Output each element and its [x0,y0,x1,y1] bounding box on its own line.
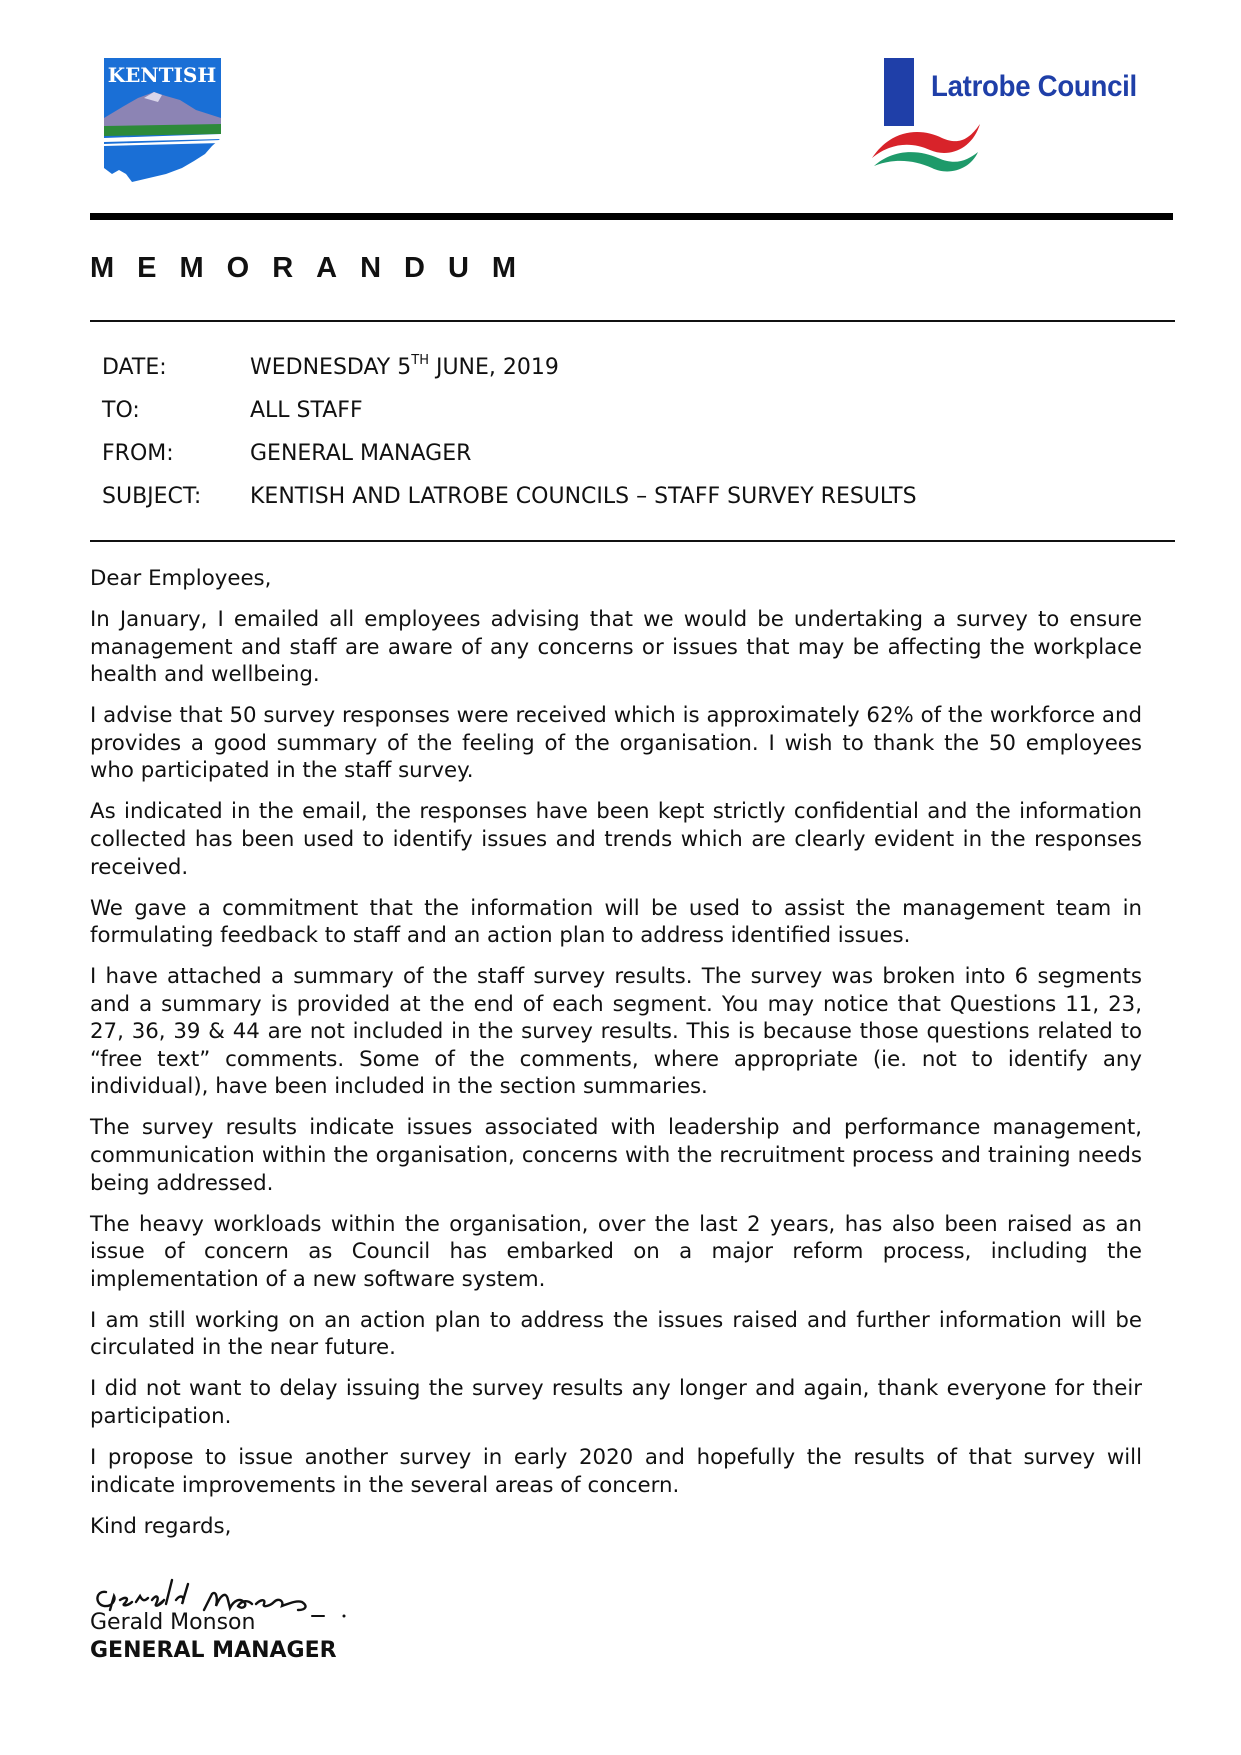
meta-to-row [102,398,363,423]
closing: Kind regards, [90,1513,232,1539]
to-value: ALL STAFF [250,398,363,423]
body-paragraph: We gave a commitment that the information will be used to assist the management team in formulating feedback to staff and an action plan to address identified issues. [90,895,1142,949]
signer-name: Gerald Monson [90,1610,256,1635]
meta-from-row [102,441,471,466]
subject-value: KENTISH AND LATROBE COUNCILS – STAFF SURVEY RESULTS [250,484,917,509]
date-label: DATE: [102,355,167,380]
body-paragraph: The survey results indicate issues associated with leadership and performance management, communication within the organisation, concerns with the recruitment process and training needs being addressed. [90,1115,1142,1196]
latrobe-council-logo [872,58,1152,182]
signer-title: GENERAL MANAGER [90,1638,337,1663]
svg-text:KENTISH: KENTISH [107,63,217,87]
body-paragraph: I have attached a summary of the staff survey results. The survey was broken into 6 segments and a summary is provided at the end of each segment. You may notice that Questions 11, 23, 27, 36, 39 & 44 are not included in the survey results. This is because those questions related to “free text” comments. Some of the comments, where appropriate (ie. not to identify any individual), have been included in the section summaries. [90,964,1142,1100]
from-label: FROM: [102,441,174,466]
meta-bottom-rule [90,540,1175,542]
body-paragraph: I am still working on an action plan to address the issues raised and further information will be circulated in the near future. [90,1307,1142,1361]
body-paragraph: In January, I emailed all employees advising that we would be undertaking a survey to ensure management and staff are aware of any concerns or issues that may be affecting the workplace health and wellbeing. [90,606,1142,688]
meta-top-rule [90,320,1175,322]
kentish-council-logo [104,58,221,182]
date-value: WEDNESDAY 5TH JUNE, 2019 [250,353,559,380]
header-rule [90,213,1173,220]
latrobe-logo-text: Latrobe Council [931,70,1137,103]
body-paragraph: As indicated in the email, the responses have been kept strictly confidential and the information collected has been used to identify issues and trends which are clearly evident in the responses received. [90,799,1142,880]
meta-date-row [102,355,559,380]
body-paragraph: I propose to issue another survey in early 2020 and hopefully the results of that survey will indicate improvements in the several areas of concern. [90,1444,1142,1498]
body-paragraph: I did not want to delay issuing the survey results any longer and again, thank everyone for their participation. [90,1376,1142,1429]
body-paragraph: I advise that 50 survey responses were received which is approximately 62% of the workforce and provides a good summary of the feeling of the organisation. I wish to thank the 50 employees who participated in the staff survey. [90,703,1142,784]
greeting: Dear Employees, [90,566,272,591]
to-label: TO: [102,398,140,423]
meta-subject-row [102,484,917,509]
body-paragraph: The heavy workloads within the organisation, over the last 2 years, has also been raised as an issue of concern as Council has embarked on a major reform process, including the implementation of a new software system. [90,1211,1142,1292]
memo-title: MEMORANDUM [90,252,540,284]
subject-label: SUBJECT: [102,484,202,509]
from-value: GENERAL MANAGER [250,441,472,466]
memo-body [90,565,1142,1554]
